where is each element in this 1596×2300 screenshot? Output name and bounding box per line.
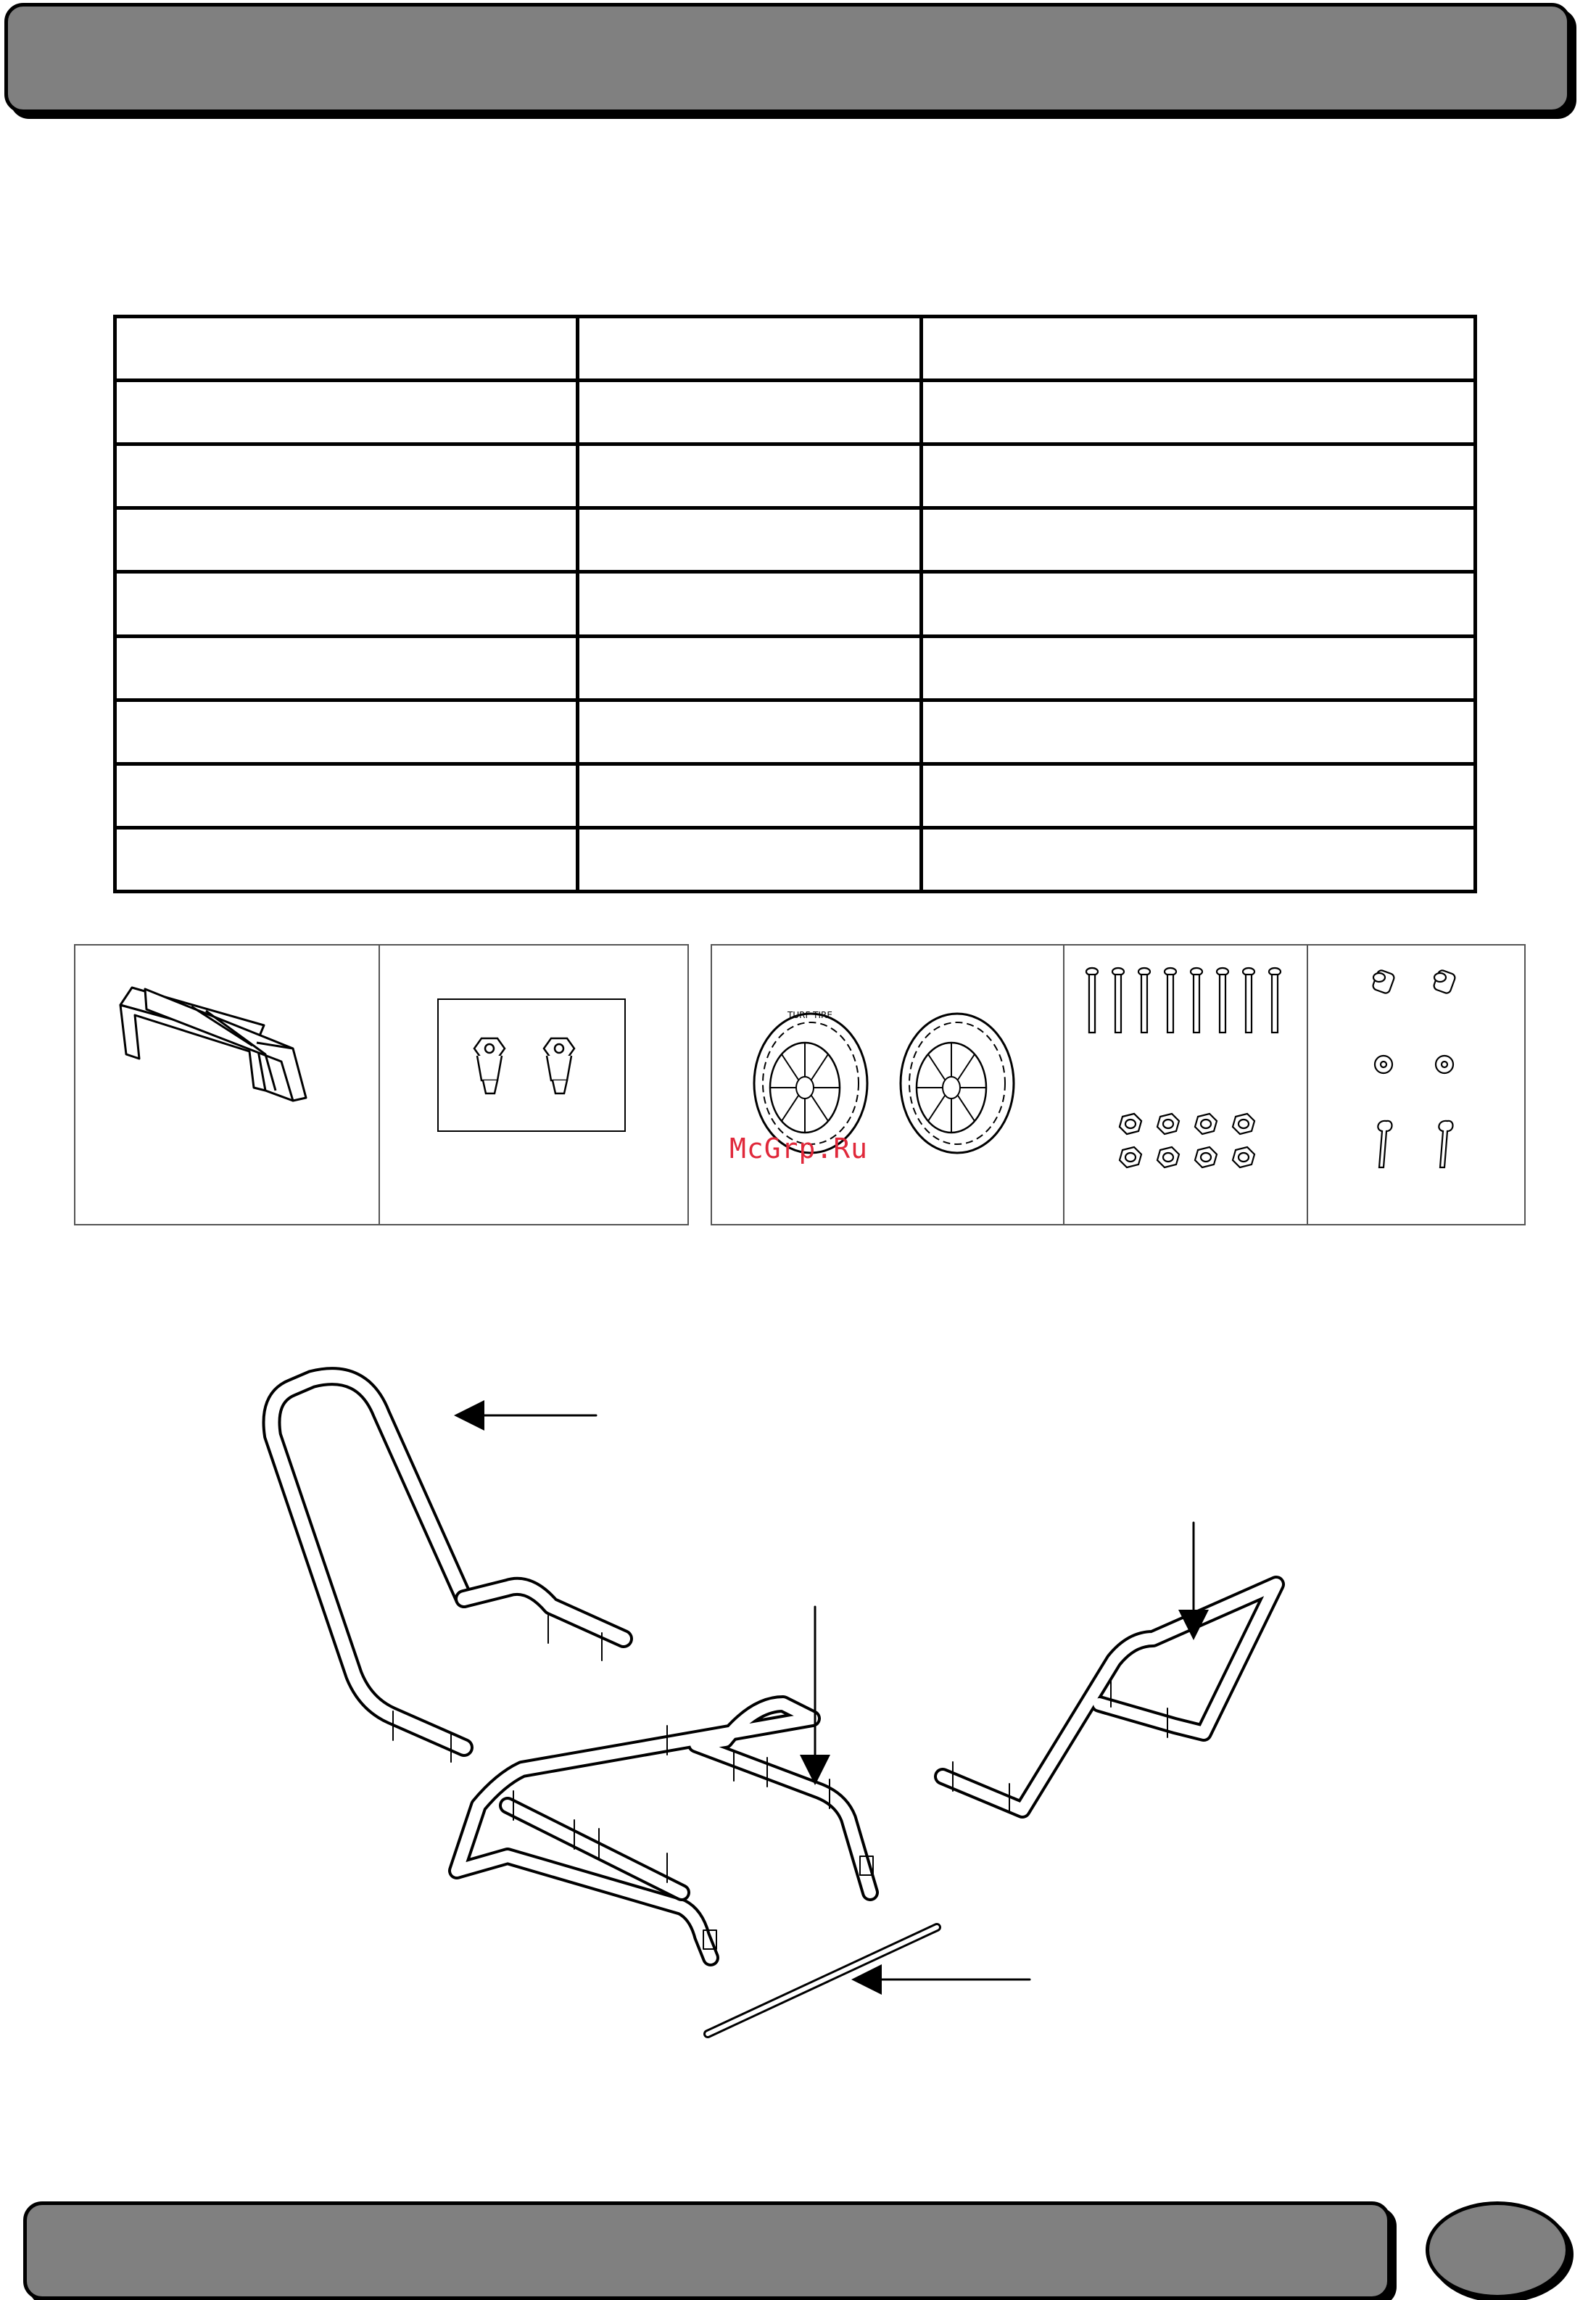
table-cell (578, 572, 922, 636)
table-cell (922, 508, 1476, 572)
table-cell (922, 317, 1476, 381)
table-row (115, 827, 1476, 891)
table-cell (578, 827, 922, 891)
table-row (115, 317, 1476, 381)
footer-banner (23, 2201, 1391, 2300)
watermark-text: McGrp.Ru (729, 1133, 869, 1165)
header-banner (4, 3, 1571, 113)
table-cell (922, 636, 1476, 700)
table-cell (115, 444, 578, 508)
table-cell (578, 381, 922, 444)
parts-panel-wheels-hardware (711, 944, 1526, 1225)
table-cell (922, 700, 1476, 764)
frame-assembly-illustration (0, 1320, 1596, 2081)
table-cell (922, 381, 1476, 444)
table-cell (922, 572, 1476, 636)
table-cell (115, 827, 578, 891)
page-number-badge (1426, 2201, 1569, 2299)
parts-panel-handle-knobs (74, 944, 689, 1225)
wheels-illustration (712, 946, 1063, 1224)
knobs-illustration (380, 946, 685, 1224)
side-frame-part (943, 1584, 1276, 1813)
table-row (115, 508, 1476, 572)
parts-table (113, 315, 1477, 893)
table-cell (115, 317, 578, 381)
table-row (115, 381, 1476, 444)
table-cell (578, 444, 922, 508)
table-row (115, 572, 1476, 636)
table-cell (578, 636, 922, 700)
handle-frame-part (271, 1376, 624, 1762)
table-row (115, 700, 1476, 764)
table-cell (115, 636, 578, 700)
spacers-washers-pins-illustration (1308, 946, 1523, 1224)
table-cell (578, 317, 922, 381)
table-cell (578, 700, 922, 764)
table-cell (115, 700, 578, 764)
table-cell (115, 381, 578, 444)
handle-grip-illustration (75, 946, 379, 1224)
wheel-tire-label: TURF TIRE (787, 1010, 832, 1020)
bolts-nuts-illustration (1064, 946, 1307, 1224)
lower-frame-part (457, 1704, 873, 1958)
table-cell (115, 508, 578, 572)
table-cell (922, 444, 1476, 508)
table-cell (578, 508, 922, 572)
table-row (115, 444, 1476, 508)
table-cell (922, 827, 1476, 891)
table-cell (115, 572, 578, 636)
table-row (115, 764, 1476, 827)
table-cell (115, 764, 578, 827)
table-cell (578, 764, 922, 827)
table-row (115, 636, 1476, 700)
table-cell (922, 764, 1476, 827)
